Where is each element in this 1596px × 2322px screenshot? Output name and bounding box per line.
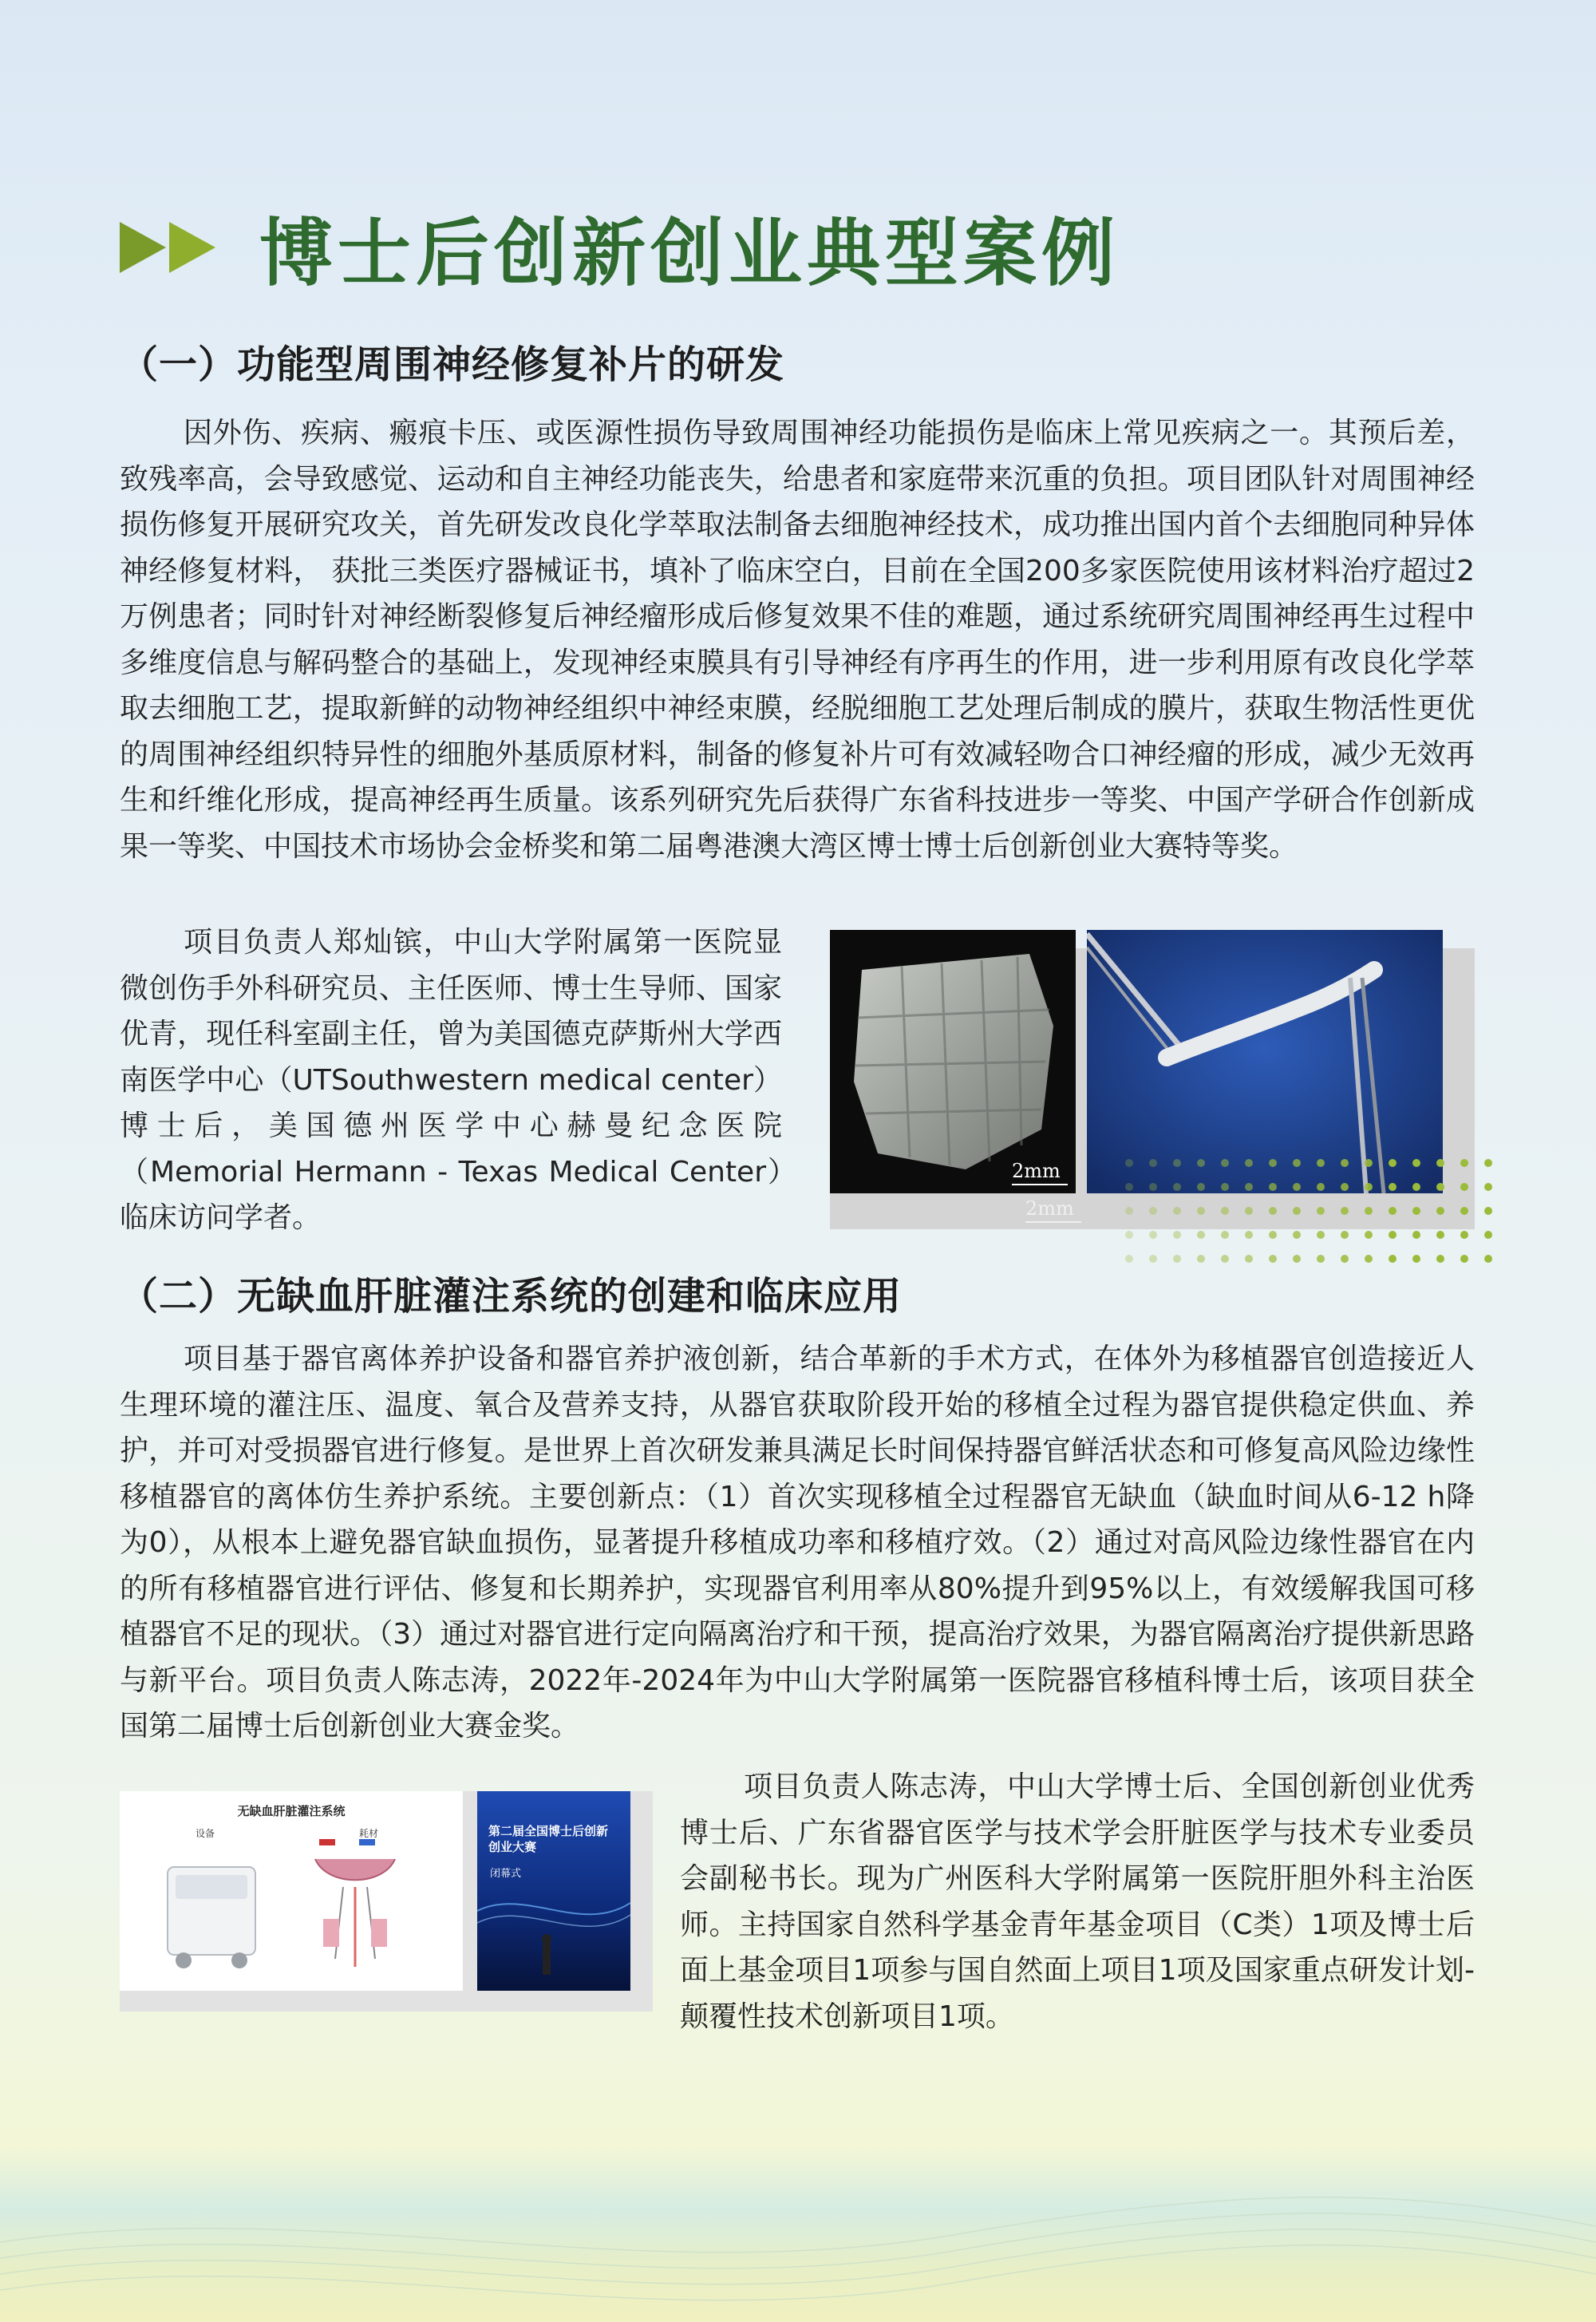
page-header bbox=[120, 204, 1120, 296]
stage-screen-text: 第二届全国博士后创新创业大赛 bbox=[488, 1824, 609, 1854]
scale-bar-secondary bbox=[1025, 1197, 1081, 1223]
scale-bar-line bbox=[1025, 1221, 1081, 1223]
stage-sub-text: 闭幕式 bbox=[490, 1868, 522, 1880]
section-1-leader-bio: 项目负责人郑灿镔，中山大学附属第一医院显微创伤手外科研究员、主任医师、博士生导师、国家优青，现任科室副主任，曾为美国德克萨斯州大学西南医学中心（UTSouthwestern medical center）博士后，美国德州医学中心赫曼纪念医院（Memorial Hermann - Texas Medical Center）临床访问学者。 bbox=[120, 926, 782, 1234]
section-2-body: 项目基于器官离体养护设备和器官养护液创新，结合革新的手术方式，在体外为移植器官创造接近人生理环境的灌注压、温度、氧合及营养支持，从器官获取阶段开始的移植全过程为器官提供稳定供血、养护，并可对受损器官进行修复。是世界上首次研发兼具满足长时间保持器官鲜活状态和可修复高风险边缘性移植器官的离体仿生养护系统。主要创新点：（1）首次实现移植全过程器官无缺血（缺血时间从6-12 h降为0），从根本上避免器官缺血损伤，显著提升移植成功率和移植疗效。（2）通过对高风险边缘性器官在内的所有移植器官进行评估、修复和长期养护，实现器官利用率从80%提升到95%以上，有效缓解我国可移植器官不足的现状。（3）通过对器官进行定向隔离治疗和干预，提高治疗效果，为器官隔离治疗提供新思路与新平台。项目负责人陈志涛，2022年-2024年为中山大学附属第一医院器官移植科博士后，该项目获全国第二届博士后创新创业大赛金奖。 bbox=[120, 1343, 1475, 1742]
scale-bar-label: 2mm bbox=[1025, 1197, 1074, 1220]
award-stage-photo bbox=[477, 1791, 630, 1991]
scale-bar-line bbox=[1012, 1184, 1068, 1185]
diagram-graphics bbox=[120, 1791, 463, 1991]
section-1-body: 因外伤、疾病、瘢痕卡压、或医源性损伤导致周围神经功能损伤是临床上常见疾病之一。其预后差，致残率高，会导致感觉、运动和自主神经功能丧失，给患者和家庭带来沉重的负担。项目团队针对周围神经损伤修复开展研究攻关，首先研发改良化学萃取法制备去细胞神经技术，成功推出国内首个去细胞同种异体神经修复材料， 获批三类医疗器械证书，填补了临床空白，目前在全国200多家医院使用该材料治疗超过2万例患者；同时针对神经断裂修复后神经瘤形成后修复效果不佳的难题，通过系统研究周围神经再生过程中多维度信息与解码整合的基础上，发现神经束膜具有引导神经有序再生的作用，进一步利用原有改良化学萃取去细胞工艺，提取新鲜的动物神经组织中神经束膜，经脱细胞工艺处理后制成的膜片，获取生物活性更优的周围神经组织特异性的细胞外基质原材料，制备的修复补片可有效减轻吻合口神经瘤的形成，减少无效再生和纤维化形成，提高神经再生质量。该系列研究先后获得广东省科技进步一等奖、中国产学研合作创新成果一等奖、中国技术市场协会金桥奖和第二届粤港澳大湾区博士博士后创新创业大赛特等奖。 bbox=[120, 417, 1475, 863]
bottom-wave-lines bbox=[0, 2146, 1596, 2322]
double-arrow-icon bbox=[120, 216, 223, 279]
stage-graphics bbox=[477, 1791, 630, 1991]
decorative-dot-grid bbox=[1121, 1153, 1504, 1273]
section-1-title: （一）功能型周围神经修复补片的研发 bbox=[120, 342, 785, 387]
scale-bar bbox=[1012, 1160, 1068, 1185]
diagram-right-label: 耗材 bbox=[359, 1828, 379, 1839]
section-2-title: （二）无缺血肝脏灌注系统的创建和临床应用 bbox=[120, 1274, 903, 1319]
nerve-patch-image bbox=[830, 930, 1076, 1193]
diagram-left-label: 设备 bbox=[196, 1828, 215, 1839]
diagram-title: 无缺血肝脏灌注系统 bbox=[237, 1804, 346, 1818]
perfusion-system-diagram bbox=[120, 1791, 463, 1991]
nerve-patch-photo bbox=[830, 930, 1076, 1193]
section-2-leader-bio: 项目负责人陈志涛，中山大学博士后、全国创新创业优秀博士后、广东省器官医学与技术学会肝脏医学与技术专业委员会副秘书长。现为广州医科大学附属第一医院肝胆外科主治医师。主持国家自然科学基金青年基金项目（C类）1项及博士后面上基金项目1项参与国自然面上项目1项及国家重点研发计划-颠覆性技术创新项目1项。 bbox=[680, 1770, 1475, 2033]
page-title: 博士后创新创业典型案例 bbox=[259, 210, 1120, 296]
scale-bar-label: 2mm bbox=[1012, 1160, 1061, 1182]
